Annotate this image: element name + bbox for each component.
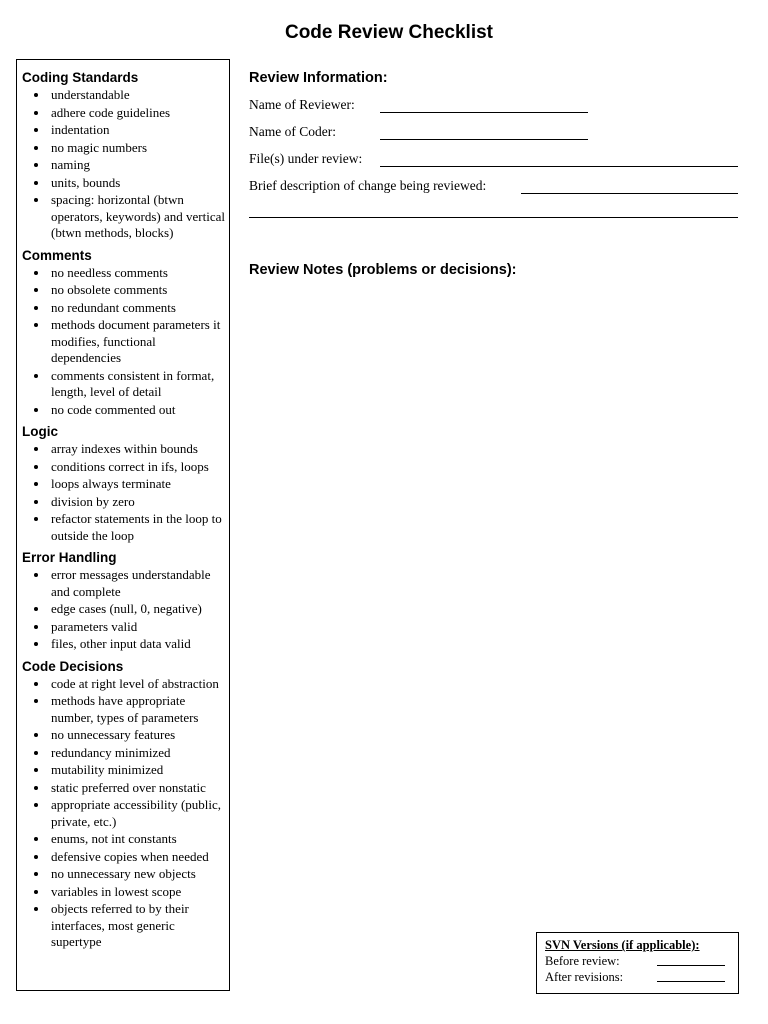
section-heading: Comments [22, 247, 92, 263]
svn-after-label: After revisions: [545, 970, 624, 984]
checklist-item: • spacing: horizontal (btwn operators, keywords) and vertical (btwn methods, blocks) [49, 192, 225, 242]
page-title: Code Review Checklist [284, 22, 494, 43]
checklist-item: • appropriate accessibility (public, private, etc.) [49, 797, 225, 830]
checklist-section-error-handling [22, 550, 225, 653]
checklist-item: • methods document parameters it modifies, functional dependencies [49, 317, 225, 367]
checklist-item: • conditions correct in ifs, loops [49, 459, 225, 476]
checklist-item: • enums, not int constants [49, 831, 225, 848]
checklist-list [22, 676, 225, 951]
section-heading: Coding Standards [22, 70, 139, 85]
description-label: Brief description of change being reviewed: [249, 178, 487, 193]
checklist-list [22, 87, 225, 242]
checklist-section-code-decisions [22, 659, 225, 951]
review-notes-heading: Review Notes (problems or decisions): [249, 262, 517, 278]
checklist-item: • redundancy minimized [49, 745, 225, 762]
section-heading: Code Decisions [22, 658, 124, 674]
checklist-item: • no obsolete comments [49, 282, 225, 299]
checklist-item: • static preferred over nonstatic [49, 780, 225, 797]
checklist-item: • refactor statements in the loop to outside the loop [49, 511, 225, 544]
checklist-item: • naming [49, 157, 225, 174]
description-field[interactable] [521, 193, 738, 194]
svn-versions-box [536, 932, 739, 994]
checklist-item: • code at right level of abstraction [49, 676, 225, 693]
checklist-item: • adhere code guidelines [49, 105, 225, 122]
checklist-item: • loops always terminate [49, 476, 225, 493]
checklist-item: • indentation [49, 122, 225, 139]
svn-before-row [545, 953, 730, 969]
review-information-section [249, 70, 739, 86]
checklist-item: • error messages understandable and complete [49, 567, 225, 600]
description-field-continuation[interactable] [249, 217, 738, 218]
checklist-item: • defensive copies when needed [49, 849, 225, 866]
checklist-item: • files, other input data valid [49, 636, 225, 653]
reviewer-label: Name of Reviewer: [249, 97, 355, 112]
svn-title: SVN Versions (if applicable): [545, 938, 700, 952]
svn-after-field[interactable] [657, 981, 725, 982]
checklist-item: • division by zero [49, 494, 225, 511]
files-field[interactable] [380, 166, 738, 167]
checklist-section-comments [22, 248, 225, 419]
section-heading: Error Handling [22, 550, 117, 565]
svn-before-label: Before review: [545, 954, 620, 968]
coder-name-field[interactable] [380, 139, 588, 140]
checklist-section-coding-standards [22, 70, 225, 242]
checklist-sidebar [16, 59, 230, 991]
files-label: File(s) under review: [249, 151, 363, 166]
checklist-item: • no unnecessary new objects [49, 866, 225, 883]
checklist-section-logic [22, 424, 225, 544]
svn-before-field[interactable] [657, 965, 725, 966]
checklist-item: • no unnecessary features [49, 727, 225, 744]
coder-label: Name of Coder: [249, 124, 336, 139]
checklist-item: • no code commented out [49, 402, 225, 419]
svn-after-row [545, 969, 730, 985]
checklist-item: • array indexes within bounds [49, 441, 225, 458]
checklist-item: • mutability minimized [49, 762, 225, 779]
checklist-item: • variables in lowest scope [49, 884, 225, 901]
checklist-item: • units, bounds [49, 175, 225, 192]
checklist-item: • comments consistent in format, length, level of detail [49, 368, 225, 401]
reviewer-name-field[interactable] [380, 112, 588, 113]
checklist-item: • understandable [49, 87, 225, 104]
section-heading: Logic [22, 424, 58, 439]
checklist-item: • objects referred to by their interfaces, most generic supertype [49, 901, 225, 951]
review-information-heading: Review Information: [249, 70, 388, 86]
checklist-list [22, 441, 225, 544]
checklist-item: • methods have appropriate number, types of parameters [49, 693, 225, 726]
checklist-item: • no redundant comments [49, 300, 225, 317]
review-notes-area[interactable] [249, 285, 739, 915]
checklist-item: • no needless comments [49, 265, 225, 282]
checklist-item: • edge cases (null, 0, negative) [49, 601, 225, 618]
checklist-item: • no magic numbers [49, 140, 225, 157]
checklist-list [22, 265, 225, 419]
checklist-list [22, 567, 225, 653]
checklist-item: • parameters valid [49, 619, 225, 636]
